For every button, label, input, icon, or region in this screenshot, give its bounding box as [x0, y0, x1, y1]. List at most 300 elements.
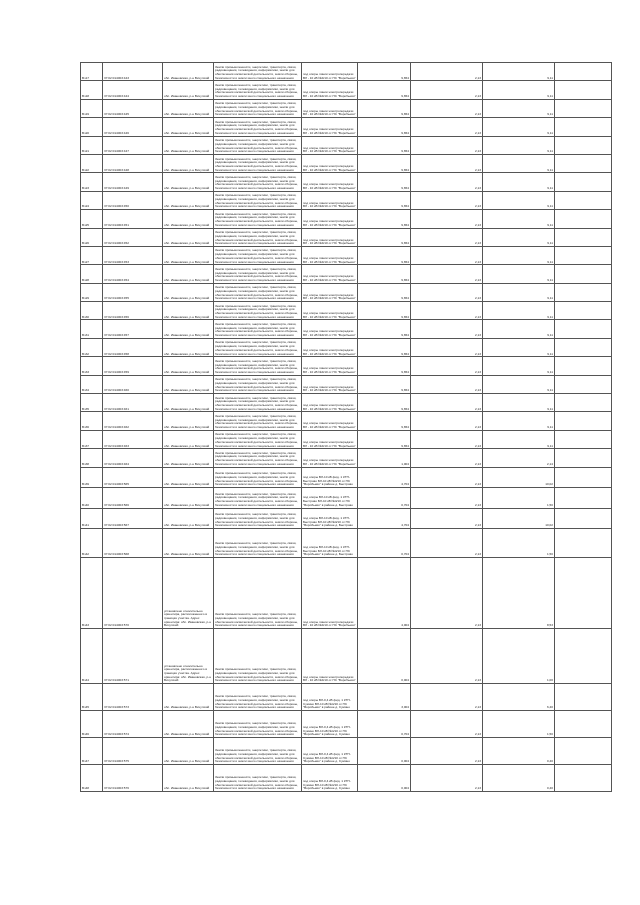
- row-id: Вч17: [81, 63, 103, 81]
- area-cell: 0,004: [358, 738, 411, 765]
- row-id: Вч42: [81, 529, 103, 558]
- location-address: установлено относительно ориентира, расположенного в границах участка. Адрес ориентира: обл. Ивановская, р-н Вичугский: [163, 558, 214, 629]
- empty-cell: [555, 99, 612, 117]
- empty-cell: [555, 118, 612, 136]
- price-cell: 2,13: [411, 99, 483, 117]
- price-cell: 2,13: [411, 684, 483, 711]
- permitted-use: под опоры линии электропередачи ВЛ - 10 кВ №4/10 от ПС "Воробьево": [302, 136, 358, 154]
- row-id: Вч28: [81, 265, 103, 283]
- table-row: [81, 63, 612, 81]
- price-cell: 2,13: [411, 449, 483, 467]
- price-cell: 2,13: [411, 173, 483, 191]
- price-cell: 2,13: [411, 191, 483, 209]
- permitted-use: под опоры линии электропередачи ВЛ - 10 кВ №4/10 от ПС "Воробьево": [302, 558, 358, 629]
- land-category: Земли промышленности, энергетики, транспорта, связи, радиовещания, телевидения, информатики, земли для обеспечения космической деятельности, земли обороны, безопасности и земли иного специального назначения: [214, 154, 302, 172]
- value-cell: 9,11: [483, 375, 555, 393]
- location-address: обл. Ивановская, р-н Вичугский: [163, 191, 214, 209]
- table-row: [81, 81, 612, 99]
- empty-cell: [555, 173, 612, 191]
- cadastral-number: 37:02:014003:566: [103, 488, 163, 509]
- permitted-use: под опоры линии электропередачи ВЛ - 10 кВ №4/10 от ПС "Воробьево": [302, 63, 358, 81]
- area-cell: 0,004: [358, 629, 411, 684]
- land-category: Земли промышленности, энергетики, транспорта, связи, радиовещания, телевидения, информатики, земли для обеспечения космической деятельности, земли обороны, безопасности и земли иного специального назначения: [214, 508, 302, 529]
- table-row: [81, 210, 612, 228]
- cadastral-number: 37:02:014003:449: [103, 173, 163, 191]
- area-cell: 1,004: [358, 449, 411, 467]
- price-cell: 2,13: [411, 63, 483, 81]
- permitted-use: под опоры линии электропередачи ВЛ - 10 кВ №4/10 от ПС "Воробьево": [302, 118, 358, 136]
- location-address: обл. Ивановская, р-н Вичугский: [163, 173, 214, 191]
- cadastral-number: 37:02:014003:454: [103, 265, 163, 283]
- land-category: Земли промышленности, энергетики, транспорта, связи, радиовещания, телевидения, информатики, земли для обеспечения космической деятельности, земли обороны, безопасности и земли иного специального назначения: [214, 558, 302, 629]
- row-id: Вч19: [81, 99, 103, 117]
- value-cell: 8,53: [483, 558, 555, 629]
- empty-cell: [555, 338, 612, 356]
- value-cell: 9,11: [483, 99, 555, 117]
- permitted-use: под опоры линии электропередачи ВЛ - 10 кВ №4/10 от ПС "Воробьево": [302, 154, 358, 172]
- location-address: обл. Ивановская, р-н Вичугский: [163, 412, 214, 430]
- location-address: обл. Ивановская, р-н Вичугский: [163, 99, 214, 117]
- row-id: Вч21: [81, 136, 103, 154]
- cadastral-number: 37:02:014003:462: [103, 412, 163, 430]
- table-row: [81, 320, 612, 338]
- empty-cell: [555, 191, 612, 209]
- land-category: Земли промышленности, энергетики, транспорта, связи, радиовещания, телевидения, информатики, земли для обеспечения космической деятельности, земли обороны, безопасности и земли иного специального назначения: [214, 529, 302, 558]
- land-category: Земли промышленности, энергетики, транспорта, связи, радиовещания, телевидения, информатики, земли для обеспечения космической деятельности, земли обороны, безопасности и земли иного специального назначения: [214, 173, 302, 191]
- area-cell: 9,654: [358, 173, 411, 191]
- cadastral-number: 37:02:014003:444: [103, 81, 163, 99]
- price-cell: 2,13: [411, 529, 483, 558]
- land-category: Земли промышленности, энергетики, транспорта, связи, радиовещания, телевидения, информатики, земли для обеспечения космической деятельности, земли обороны, безопасности и земли иного специального назначения: [214, 81, 302, 99]
- empty-cell: [555, 283, 612, 301]
- location-address: обл. Ивановская, р-н Вичугский: [163, 338, 214, 356]
- row-id: Вч18: [81, 81, 103, 99]
- cadastral-number: 37:02:014003:460: [103, 375, 163, 393]
- cadastral-number: 37:02:014003:570: [103, 558, 163, 629]
- price-cell: 2,13: [411, 210, 483, 228]
- land-category: Земли промышленности, энергетики, транспорта, связи, радиовещания, телевидения, информатики, земли для обеспечения космической деятельности, земли обороны, безопасности и земли иного специального назначения: [214, 394, 302, 412]
- table-row: [81, 765, 612, 792]
- row-id: Вч45: [81, 684, 103, 711]
- area-cell: 9,654: [358, 412, 411, 430]
- land-category: Земли промышленности, энергетики, транспорта, связи, радиовещания, телевидения, информатики, земли для обеспечения космической деятельности, земли обороны, безопасности и земли иного специального назначения: [214, 302, 302, 320]
- table-row: [81, 191, 612, 209]
- cadastral-number: 37:02:014003:565: [103, 467, 163, 488]
- cadastral-number: 37:02:014003:457: [103, 320, 163, 338]
- area-cell: 0,704: [358, 711, 411, 738]
- permitted-use: под опоры линии электропередачи ВЛ - 10 кВ №4/10 от ПС "Воробьево": [302, 412, 358, 430]
- area-cell: 9,654: [358, 320, 411, 338]
- table-row: [81, 738, 612, 765]
- table-row: [81, 629, 612, 684]
- value-cell: 0,40: [483, 765, 555, 792]
- value-cell: 9,11: [483, 191, 555, 209]
- price-cell: 2,13: [411, 357, 483, 375]
- value-cell: 9,11: [483, 320, 555, 338]
- land-plots-table: [80, 62, 612, 792]
- location-address: обл. Ивановская, р-н Вичугский: [163, 711, 214, 738]
- area-cell: 4,704: [358, 508, 411, 529]
- cadastral-number: 37:02:014003:458: [103, 338, 163, 356]
- permitted-use: под опоры линии электропередачи ВЛ - 10 кВ №4/10 от ПС "Воробьево": [302, 338, 358, 356]
- table-row: [81, 394, 612, 412]
- table-row: [81, 430, 612, 448]
- land-category: Земли промышленности, энергетики, транспорта, связи, радиовещания, телевидения, информатики, земли для обеспечения космической деятельности, земли обороны, безопасности и земли иного специального назначения: [214, 210, 302, 228]
- cadastral-number: 37:02:014003:445: [103, 99, 163, 117]
- row-id: Вч30: [81, 302, 103, 320]
- table-row: [81, 302, 612, 320]
- value-cell: 9,11: [483, 228, 555, 246]
- area-cell: 9,654: [358, 283, 411, 301]
- price-cell: 2,13: [411, 246, 483, 264]
- location-address: обл. Ивановская, р-н Вичугский: [163, 246, 214, 264]
- permitted-use: под опоры линии электропередачи ВЛ - 10 кВ №4/10 от ПС "Воробьево": [302, 210, 358, 228]
- table-row: [81, 711, 612, 738]
- empty-cell: [555, 467, 612, 488]
- empty-cell: [555, 684, 612, 711]
- area-cell: 9,654: [358, 338, 411, 356]
- cadastral-number: 37:02:014003:461: [103, 394, 163, 412]
- location-address: обл. Ивановская, р-н Вичугский: [163, 136, 214, 154]
- cadastral-number: 37:02:014003:451: [103, 210, 163, 228]
- value-cell: 9,11: [483, 63, 555, 81]
- value-cell: 10,02: [483, 508, 555, 529]
- row-id: Вч32: [81, 338, 103, 356]
- location-address: обл. Ивановская, р-н Вичугский: [163, 210, 214, 228]
- permitted-use: под опоры ВЛ-10 кВ фид. 1 КТП-Быстрово БЛ-10 кВ №4/10 от ПС "Воробьево" в районе д. Быстрово: [302, 508, 358, 529]
- cadastral-number: 37:02:014003:567: [103, 508, 163, 529]
- location-address: обл. Ивановская, р-н Вичугский: [163, 283, 214, 301]
- price-cell: 2,13: [411, 394, 483, 412]
- land-category: Земли промышленности, энергетики, транспорта, связи, радиовещания, телевидения, информатики, земли для обеспечения космической деятельности, земли обороны, безопасности и земли иного специального назначения: [214, 191, 302, 209]
- row-id: Вч46: [81, 711, 103, 738]
- area-cell: 9,654: [358, 63, 411, 81]
- table-row: [81, 173, 612, 191]
- permitted-use: под опоры линии электропередачи ВЛ - 10 кВ №4/10 от ПС "Воробьево": [302, 629, 358, 684]
- value-cell: 1,00: [483, 629, 555, 684]
- cadastral-number: 37:02:014003:459: [103, 357, 163, 375]
- value-cell: 1,50: [483, 529, 555, 558]
- cadastral-number: 37:02:014003:448: [103, 154, 163, 172]
- land-category: Земли промышленности, энергетики, транспорта, связи, радиовещания, телевидения, информатики, земли для обеспечения космической деятельности, земли обороны, безопасности и земли иного специального назначения: [214, 283, 302, 301]
- permitted-use: под опоры линии электропередачи ВЛ - 10 кВ №4/10 от ПС "Воробьево": [302, 191, 358, 209]
- location-address: обл. Ивановская, р-н Вичугский: [163, 375, 214, 393]
- cadastral-number: 37:02:014003:450: [103, 191, 163, 209]
- cadastral-number: 37:02:014003:447: [103, 136, 163, 154]
- area-cell: 9,654: [358, 191, 411, 209]
- permitted-use: под опоры линии электропередачи ВЛ - 10 кВ №4/10 от ПС "Воробьево": [302, 430, 358, 448]
- land-category: Земли промышленности, энергетики, транспорта, связи, радиовещания, телевидения, информатики, земли для обеспечения космической деятельности, земли обороны, безопасности и земли иного специального назначения: [214, 711, 302, 738]
- row-id: Вч38: [81, 449, 103, 467]
- permitted-use: под опоры линии электропередачи ВЛ - 10 кВ №4/10 от ПС "Воробьево": [302, 81, 358, 99]
- value-cell: 0,40: [483, 738, 555, 765]
- empty-cell: [555, 430, 612, 448]
- location-address: обл. Ивановская, р-н Вичугский: [163, 488, 214, 509]
- price-cell: 2,13: [411, 228, 483, 246]
- location-address: обл. Ивановская, р-н Вичугский: [163, 449, 214, 467]
- value-cell: 9,11: [483, 154, 555, 172]
- land-category: Земли промышленности, энергетики, транспорта, связи, радиовещания, телевидения, информатики, земли для обеспечения космической деятельности, земли обороны, безопасности и земли иного специального назначения: [214, 412, 302, 430]
- area-cell: 9,654: [358, 375, 411, 393]
- price-cell: 2,13: [411, 81, 483, 99]
- cadastral-number: 37:02:014003:456: [103, 302, 163, 320]
- land-category: Земли промышленности, энергетики, транспорта, связи, радиовещания, телевидения, информатики, земли для обеспечения космической деятельности, земли обороны, безопасности и земли иного специального назначения: [214, 338, 302, 356]
- area-cell: 9,654: [358, 302, 411, 320]
- permitted-use: под опоры линии электропередачи ВЛ - 10 кВ №4/10 от ПС "Воробьево": [302, 228, 358, 246]
- permitted-use: под опоры ВЛ-10 кВ фид. 1 КТП-Быстрово БЛ-10 кВ №4/10 от ПС "Воробьево" в районе д. Быстрово: [302, 529, 358, 558]
- land-category: Земли промышленности, энергетики, транспорта, связи, радиовещания, телевидения, информатики, земли для обеспечения космической деятельности, земли обороны, безопасности и земли иного специального назначения: [214, 765, 302, 792]
- area-cell: 9,654: [358, 228, 411, 246]
- price-cell: 2,13: [411, 338, 483, 356]
- value-cell: 1,50: [483, 711, 555, 738]
- area-cell: 9,654: [358, 118, 411, 136]
- location-address: обл. Ивановская, р-н Вичугский: [163, 81, 214, 99]
- area-cell: 9,654: [358, 246, 411, 264]
- table-row: [81, 246, 612, 264]
- row-id: Вч41: [81, 508, 103, 529]
- table-row: [81, 283, 612, 301]
- empty-cell: [555, 449, 612, 467]
- land-category: Земли промышленности, энергетики, транспорта, связи, радиовещания, телевидения, информатики, земли для обеспечения космической деятельности, земли обороны, безопасности и земли иного специального назначения: [214, 265, 302, 283]
- value-cell: 1,50: [483, 488, 555, 509]
- value-cell: 9,11: [483, 357, 555, 375]
- empty-cell: [555, 246, 612, 264]
- empty-cell: [555, 265, 612, 283]
- location-address: обл. Ивановская, р-н Вичугский: [163, 118, 214, 136]
- cadastral-number: 37:02:014003:575: [103, 738, 163, 765]
- empty-cell: [555, 529, 612, 558]
- value-cell: 9,11: [483, 430, 555, 448]
- area-cell: 9,654: [358, 154, 411, 172]
- location-address: обл. Ивановская, р-н Вичугский: [163, 508, 214, 529]
- price-cell: 2,13: [411, 283, 483, 301]
- land-category: Земли промышленности, энергетики, транспорта, связи, радиовещания, телевидения, информатики, земли для обеспечения космической деятельности, земли обороны, безопасности и земли иного специального назначения: [214, 449, 302, 467]
- table-row: [81, 488, 612, 509]
- table-row: [81, 357, 612, 375]
- value-cell: 6,40: [483, 684, 555, 711]
- permitted-use: под опоры линии электропередачи ВЛ - 10 кВ №4/10 от ПС "Воробьево": [302, 283, 358, 301]
- area-cell: 9,654: [358, 394, 411, 412]
- area-cell: 9,654: [358, 357, 411, 375]
- empty-cell: [555, 81, 612, 99]
- permitted-use: под опоры линии электропередачи ВЛ - 10 кВ №4/10 от ПС "Воробьево": [302, 265, 358, 283]
- empty-cell: [555, 629, 612, 684]
- table-row: [81, 118, 612, 136]
- table-row: [81, 467, 612, 488]
- land-category: Земли промышленности, энергетики, транспорта, связи, радиовещания, телевидения, информатики, земли для обеспечения космической деятельности, земли обороны, безопасности и земли иного специального назначения: [214, 118, 302, 136]
- cadastral-number: 37:02:014003:464: [103, 449, 163, 467]
- empty-cell: [555, 375, 612, 393]
- land-category: Земли промышленности, энергетики, транспорта, связи, радиовещания, телевидения, информатики, земли для обеспечения космической деятельности, земли обороны, безопасности и земли иного специального назначения: [214, 228, 302, 246]
- location-address: обл. Ивановская, р-н Вичугский: [163, 228, 214, 246]
- value-cell: 9,11: [483, 283, 555, 301]
- row-id: Вч23: [81, 173, 103, 191]
- price-cell: 2,13: [411, 738, 483, 765]
- price-cell: 2,13: [411, 629, 483, 684]
- table-row: [81, 558, 612, 629]
- empty-cell: [555, 508, 612, 529]
- area-cell: 9,654: [358, 430, 411, 448]
- row-id: Вч40: [81, 488, 103, 509]
- price-cell: 2,13: [411, 558, 483, 629]
- row-id: Вч35: [81, 394, 103, 412]
- table-row: [81, 154, 612, 172]
- land-category: Земли промышленности, энергетики, транспорта, связи, радиовещания, телевидения, информатики, земли для обеспечения космической деятельности, земли обороны, безопасности и земли иного специального назначения: [214, 684, 302, 711]
- cadastral-number: 37:02:014003:453: [103, 246, 163, 264]
- permitted-use: под опоры линии электропередачи ВЛ - 10 кВ №4/10 от ПС "Воробьево": [302, 357, 358, 375]
- empty-cell: [555, 488, 612, 509]
- permitted-use: под опоры ВЛ-10 кВ фид. 1 КТП-Быстрово БЛ-10 кВ №4/10 от ПС "Воробьево" в районе д. Быстрово: [302, 488, 358, 509]
- area-cell: 0,704: [358, 529, 411, 558]
- permitted-use: под опоры линии электропередачи ВЛ - 10 кВ №4/10 от ПС "Воробьево": [302, 394, 358, 412]
- row-id: Вч44: [81, 629, 103, 684]
- permitted-use: под опоры ВЛ-10 кВ фид. 1 КТП-Быстрово БЛ-10 кВ №4/10 от ПС "Воробьево" в районе д. Быстрово: [302, 467, 358, 488]
- empty-cell: [555, 302, 612, 320]
- location-address: обл. Ивановская, р-н Вичугский: [163, 154, 214, 172]
- empty-cell: [555, 394, 612, 412]
- empty-cell: [555, 320, 612, 338]
- row-id: Вч24: [81, 191, 103, 209]
- location-address: обл. Ивановская, р-н Вичугский: [163, 63, 214, 81]
- empty-cell: [555, 711, 612, 738]
- area-cell: 9,654: [358, 136, 411, 154]
- price-cell: 2,13: [411, 302, 483, 320]
- row-id: Вч29: [81, 283, 103, 301]
- location-address: обл. Ивановская, р-н Вичугский: [163, 684, 214, 711]
- location-address: обл. Ивановская, р-н Вичугский: [163, 320, 214, 338]
- land-category: Земли промышленности, энергетики, транспорта, связи, радиовещания, телевидения, информатики, земли для обеспечения космической деятельности, земли обороны, безопасности и земли иного специального назначения: [214, 99, 302, 117]
- row-id: Вч47: [81, 738, 103, 765]
- empty-cell: [555, 136, 612, 154]
- row-id: Вч33: [81, 357, 103, 375]
- table-row: [81, 449, 612, 467]
- table-row: [81, 136, 612, 154]
- value-cell: 10,02: [483, 467, 555, 488]
- row-id: Вч25: [81, 210, 103, 228]
- empty-cell: [555, 558, 612, 629]
- permitted-use: под опоры линии электропередачи ВЛ - 10 кВ №4/10 от ПС "Воробьево": [302, 375, 358, 393]
- price-cell: 2,13: [411, 136, 483, 154]
- land-category: Земли промышленности, энергетики, транспорта, связи, радиовещания, телевидения, информатики, земли для обеспечения космической деятельности, земли обороны, безопасности и земли иного специального назначения: [214, 629, 302, 684]
- location-address: обл. Ивановская, р-н Вичугский: [163, 467, 214, 488]
- row-id: Вч36: [81, 412, 103, 430]
- table-row: [81, 684, 612, 711]
- area-cell: 9,654: [358, 81, 411, 99]
- row-id: Вч34: [81, 375, 103, 393]
- location-address: обл. Ивановская, р-н Вичугский: [163, 765, 214, 792]
- value-cell: 9,11: [483, 412, 555, 430]
- area-cell: 9,654: [358, 265, 411, 283]
- value-cell: 9,11: [483, 118, 555, 136]
- price-cell: 2,13: [411, 711, 483, 738]
- land-category: Земли промышленности, энергетики, транспорта, связи, радиовещания, телевидения, информатики, земли для обеспечения космической деятельности, земли обороны, безопасности и земли иного специального назначения: [214, 430, 302, 448]
- land-category: Земли промышленности, энергетики, транспорта, связи, радиовещания, телевидения, информатики, земли для обеспечения космической деятельности, земли обороны, безопасности и земли иного специального назначения: [214, 246, 302, 264]
- location-address: обл. Ивановская, р-н Вичугский: [163, 738, 214, 765]
- permitted-use: под опоры линии электропередачи ВЛ - 10 кВ №4/10 от ПС "Воробьево": [302, 246, 358, 264]
- empty-cell: [555, 412, 612, 430]
- value-cell: 9,11: [483, 136, 555, 154]
- empty-cell: [555, 210, 612, 228]
- price-cell: 2,13: [411, 154, 483, 172]
- cadastral-number: 37:02:014003:574: [103, 711, 163, 738]
- cadastral-number: 37:02:014003:573: [103, 684, 163, 711]
- price-cell: 2,13: [411, 765, 483, 792]
- cadastral-number: 37:02:014003:576: [103, 765, 163, 792]
- empty-cell: [555, 357, 612, 375]
- permitted-use: под опоры ВЛ-0,4 кВ фид. 1 КТП-Сумино ВЛ-10 кВ №4/10 от ПС "Воробьево" в районе д. Сумино: [302, 711, 358, 738]
- permitted-use: под опоры линии электропередачи ВЛ - 10 кВ №4/10 от ПС "Воробьево": [302, 173, 358, 191]
- permitted-use: под опоры ВЛ-0,4 кВ фид. 1 КТП-Сумино ВЛ-10 кВ №4/10 от ПС "Воробьево" в районе д. Сумино: [302, 765, 358, 792]
- area-cell: 0,704: [358, 488, 411, 509]
- price-cell: 2,13: [411, 508, 483, 529]
- permitted-use: под опоры линии электропередачи ВЛ - 10 кВ №4/10 от ПС "Воробьево": [302, 99, 358, 117]
- value-cell: 9,11: [483, 81, 555, 99]
- value-cell: 9,11: [483, 394, 555, 412]
- cadastral-number: 37:02:014003:446: [103, 118, 163, 136]
- land-category: Земли промышленности, энергетики, транспорта, связи, радиовещания, телевидения, информатики, земли для обеспечения космической деятельности, земли обороны, безопасности и земли иного специального назначения: [214, 488, 302, 509]
- cadastral-number: 37:02:014003:443: [103, 63, 163, 81]
- table-row: [81, 412, 612, 430]
- value-cell: 9,11: [483, 265, 555, 283]
- cadastral-number: 37:02:014003:571: [103, 629, 163, 684]
- area-cell: 4,704: [358, 467, 411, 488]
- land-category: Земли промышленности, энергетики, транспорта, связи, радиовещания, телевидения, информатики, земли для обеспечения космической деятельности, земли обороны, безопасности и земли иного специального назначения: [214, 375, 302, 393]
- price-cell: 2,13: [411, 488, 483, 509]
- location-address: обл. Ивановская, р-н Вичугский: [163, 357, 214, 375]
- row-id: Вч27: [81, 246, 103, 264]
- price-cell: 2,13: [411, 320, 483, 338]
- row-id: Вч22: [81, 154, 103, 172]
- value-cell: 9,11: [483, 302, 555, 320]
- price-cell: 2,13: [411, 430, 483, 448]
- table-row: [81, 265, 612, 283]
- row-id: Вч43: [81, 558, 103, 629]
- row-id: Вч48: [81, 765, 103, 792]
- location-address: обл. Ивановская, р-н Вичугский: [163, 430, 214, 448]
- area-cell: 9,654: [358, 210, 411, 228]
- price-cell: 2,13: [411, 265, 483, 283]
- value-cell: 9,11: [483, 210, 555, 228]
- permitted-use: под опоры ВЛ-0,4 кВ фид. 1 КТП-Сумино ВЛ-10 кВ №4/10 от ПС "Воробьево" в районе д. Сумино: [302, 684, 358, 711]
- row-id: Вч26: [81, 228, 103, 246]
- empty-cell: [555, 738, 612, 765]
- area-cell: 0,004: [358, 765, 411, 792]
- table-body: [81, 63, 612, 792]
- location-address: обл. Ивановская, р-н Вичугский: [163, 394, 214, 412]
- price-cell: 2,13: [411, 412, 483, 430]
- row-id: Вч39: [81, 467, 103, 488]
- table-row: [81, 99, 612, 117]
- price-cell: 2,13: [411, 375, 483, 393]
- value-cell: 9,11: [483, 338, 555, 356]
- value-cell: 9,11: [483, 246, 555, 264]
- table-row: [81, 375, 612, 393]
- row-id: Вч31: [81, 320, 103, 338]
- empty-cell: [555, 63, 612, 81]
- land-category: Земли промышленности, энергетики, транспорта, связи, радиовещания, телевидения, информатики, земли для обеспечения космической деятельности, земли обороны, безопасности и земли иного специального назначения: [214, 63, 302, 81]
- location-address: установлено относительно ориентира, расположенного в границах участка. Адрес ориентира: обл. Ивановская, р-н Вичугский: [163, 629, 214, 684]
- land-category: Земли промышленности, энергетики, транспорта, связи, радиовещания, телевидения, информатики, земли для обеспечения космической деятельности, земли обороны, безопасности и земли иного специального назначения: [214, 467, 302, 488]
- permitted-use: под опоры линии электропередачи ВЛ - 10 кВ №4/10 от ПС "Воробьево": [302, 302, 358, 320]
- table-row: [81, 508, 612, 529]
- permitted-use: под опоры линии электропередачи ВЛ - 10 кВ №4/10 от ПС "Воробьево": [302, 449, 358, 467]
- empty-cell: [555, 154, 612, 172]
- row-id: Вч20: [81, 118, 103, 136]
- cadastral-number: 37:02:014003:452: [103, 228, 163, 246]
- cadastral-number: 37:02:014003:455: [103, 283, 163, 301]
- location-address: обл. Ивановская, р-н Вичугский: [163, 302, 214, 320]
- land-category: Земли промышленности, энергетики, транспорта, связи, радиовещания, телевидения, информатики, земли для обеспечения космической деятельности, земли обороны, безопасности и земли иного специального назначения: [214, 320, 302, 338]
